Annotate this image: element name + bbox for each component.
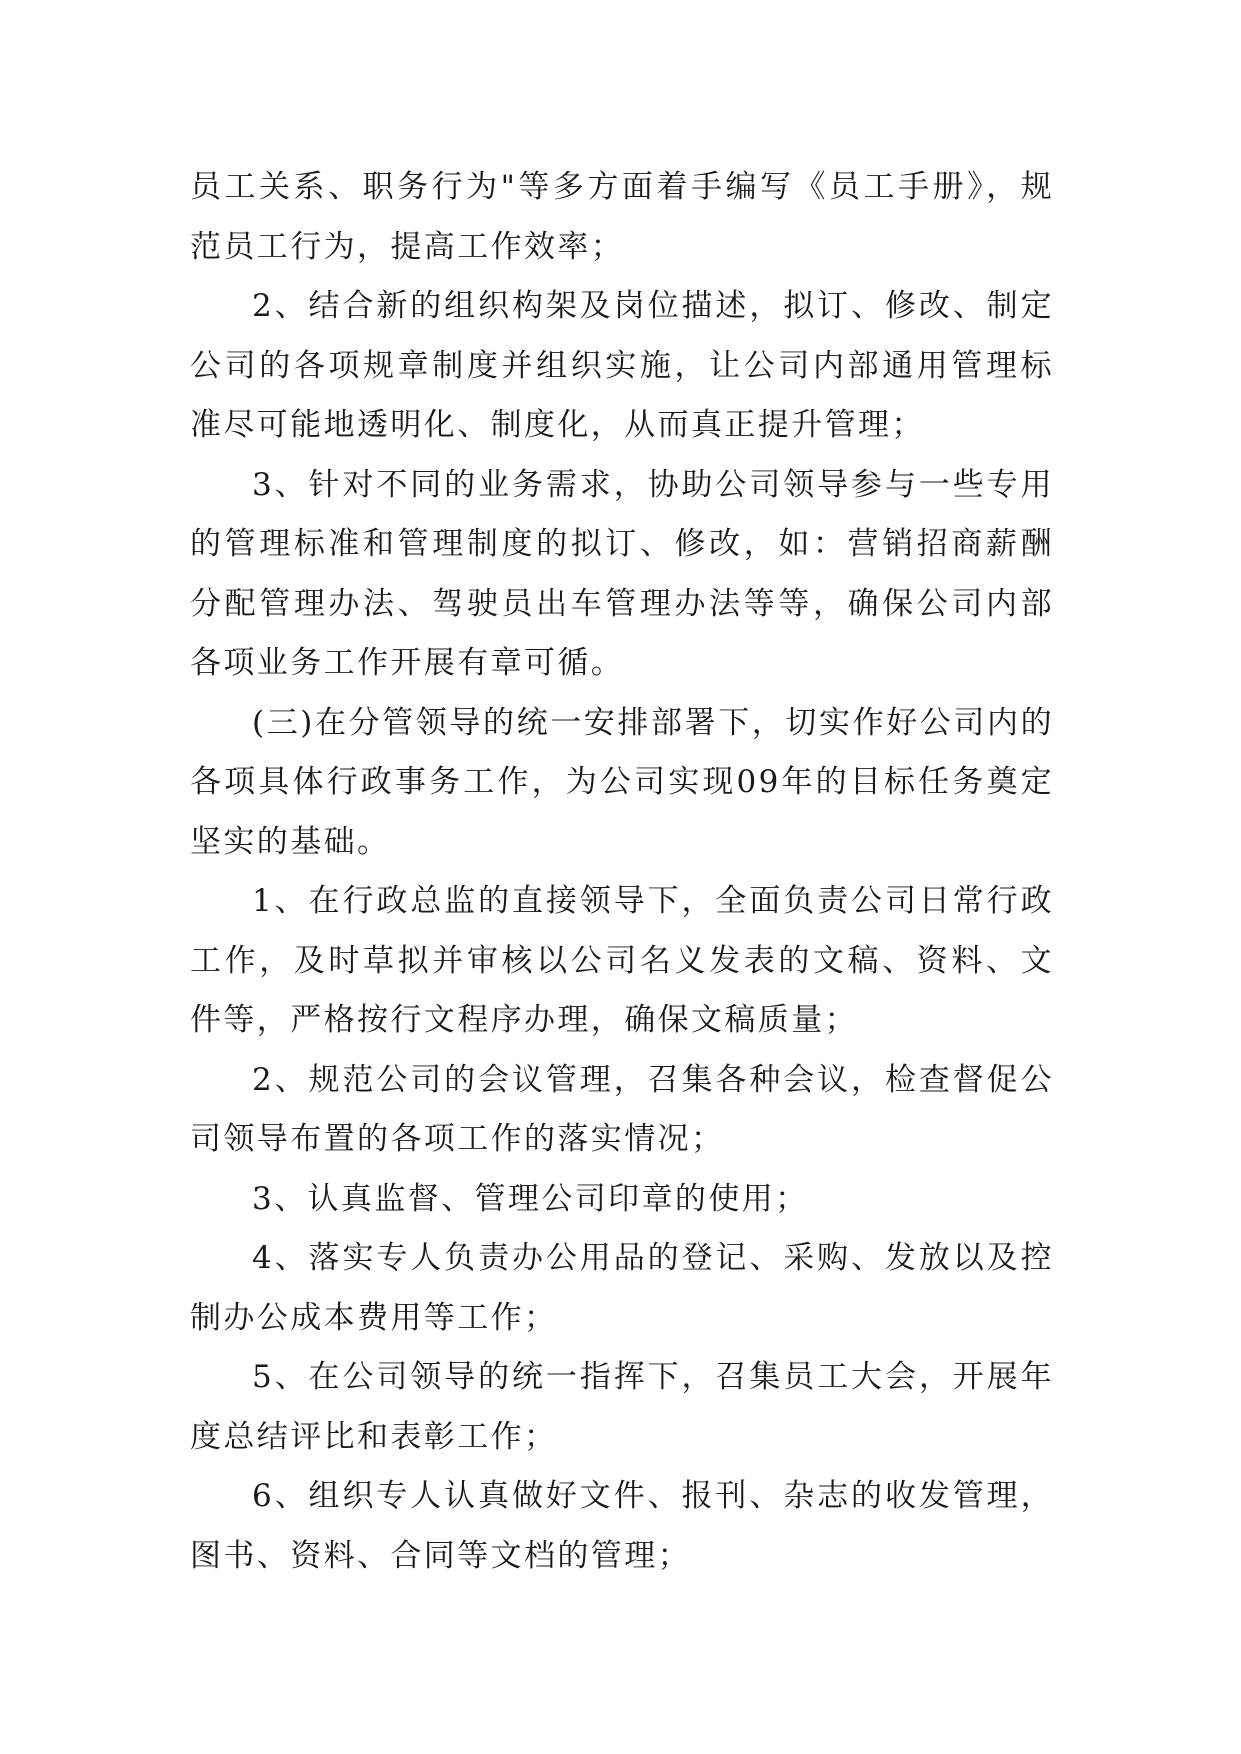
paragraph-item-6-documents: 6、组织专人认真做好文件、报刊、杂志的收发管理，图书、资料、合同等文档的管理；: [190, 1478, 1054, 1574]
paragraph-item-1-daily-admin: 1、在行政总监的直接领导下，全面负责公司日常行政工作，及时草拟并审核以公司名义发表的文稿、资料、文件等，严格按行文程序办理，确保文稿质量；: [190, 883, 1054, 1038]
document-body: [190, 158, 1054, 1586]
paragraph-section-3-heading: (三)在分管领导的统一安排部署下，切实作好公司内的各项具体行政事务工作，为公司实现09年的目标任务奠定坚实的基础。: [190, 704, 1054, 860]
paragraph-item-3-seals: 3、认真监督、管理公司印章的使用；: [252, 1180, 809, 1217]
paragraph-item-4-office-supplies: 4、落实专人负责办公用品的登记、采购、发放以及控制办公成本费用等工作；: [190, 1240, 1054, 1336]
paragraph-item-5-staff-meeting: 5、在公司领导的统一指挥下，召集员工大会，开展年度总结评比和表彰工作；: [190, 1359, 1054, 1455]
paragraph-item-2-regulations: 2、结合新的组织构架及岗位描述，拟订、修改、制定公司的各项规章制度并组织实施，让公司内部通用管理标准尽可能地透明化、制度化，从而真正提升管理；: [190, 288, 1054, 443]
paragraph-item-2-meetings: 2、规范公司的会议管理，召集各种会议，检查督促公司领导布置的各项工作的落实情况；: [190, 1061, 1054, 1157]
paragraph-item-3-management-standards: 3、针对不同的业务需求，协助公司领导参与一些专用的管理标准和管理制度的拟订、修改，如：营销招商薪酬分配管理办法、驾驶员出车管理办法等等，确保公司内部各项业务工作开展有章可循。: [190, 466, 1054, 681]
paragraph-continuation: 员工关系、职务行为"等多方面着手编写《员工手册》，规范员工行为，提高工作效率；: [190, 169, 1054, 265]
